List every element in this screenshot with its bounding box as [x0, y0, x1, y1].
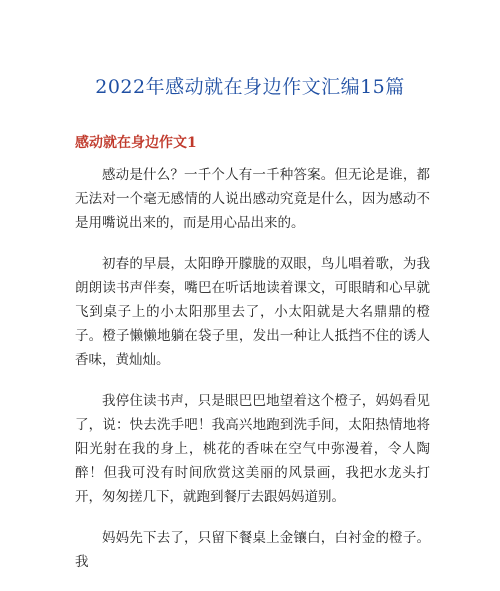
document-title: 2022年感动就在身边作文汇编15篇 [95, 76, 405, 98]
section-heading: 感动就在身边作文1 [75, 135, 197, 151]
paragraph: 我停住读书声，只是眼巴巴地望着这个橙子，妈妈看见了，说：快去洗手吧！我高兴地跑到洗手间，太阳热情地将阳光射在我的身上，桃花的香味在空气中弥漫着，令人陶醉！但我可没有时间欣赏这美丽的风景画，我把水龙头打开，匆匆搓几下，就跑到餐厅去跟妈妈道别。 [75, 393, 430, 505]
paragraph: 妈妈先下去了，只留下餐桌上金镶白，白衬金的橙子。我 [75, 530, 430, 570]
document-body [75, 163, 430, 591]
paragraph: 初春的早晨，太阳睁开朦胧的双眼，鸟儿唱着歌，为我朗朗读书声伴奏，嘴巴在听话地读着课文，可眼睛和心早就飞到桌子上的小太阳那里去了，小太阳就是大名鼎鼎的橙子。橙子懒懒地躺在袋子里，发出一种让人抵挡不住的诱人香味，黄灿灿。 [75, 256, 430, 368]
paragraph: 感动是什么？一千个人有一千种答案。但无论是谁，都无法对一个毫无感情的人说出感动究竟是什么，因为感动不是用嘴说出来的，而是用心品出来的。 [75, 167, 430, 231]
